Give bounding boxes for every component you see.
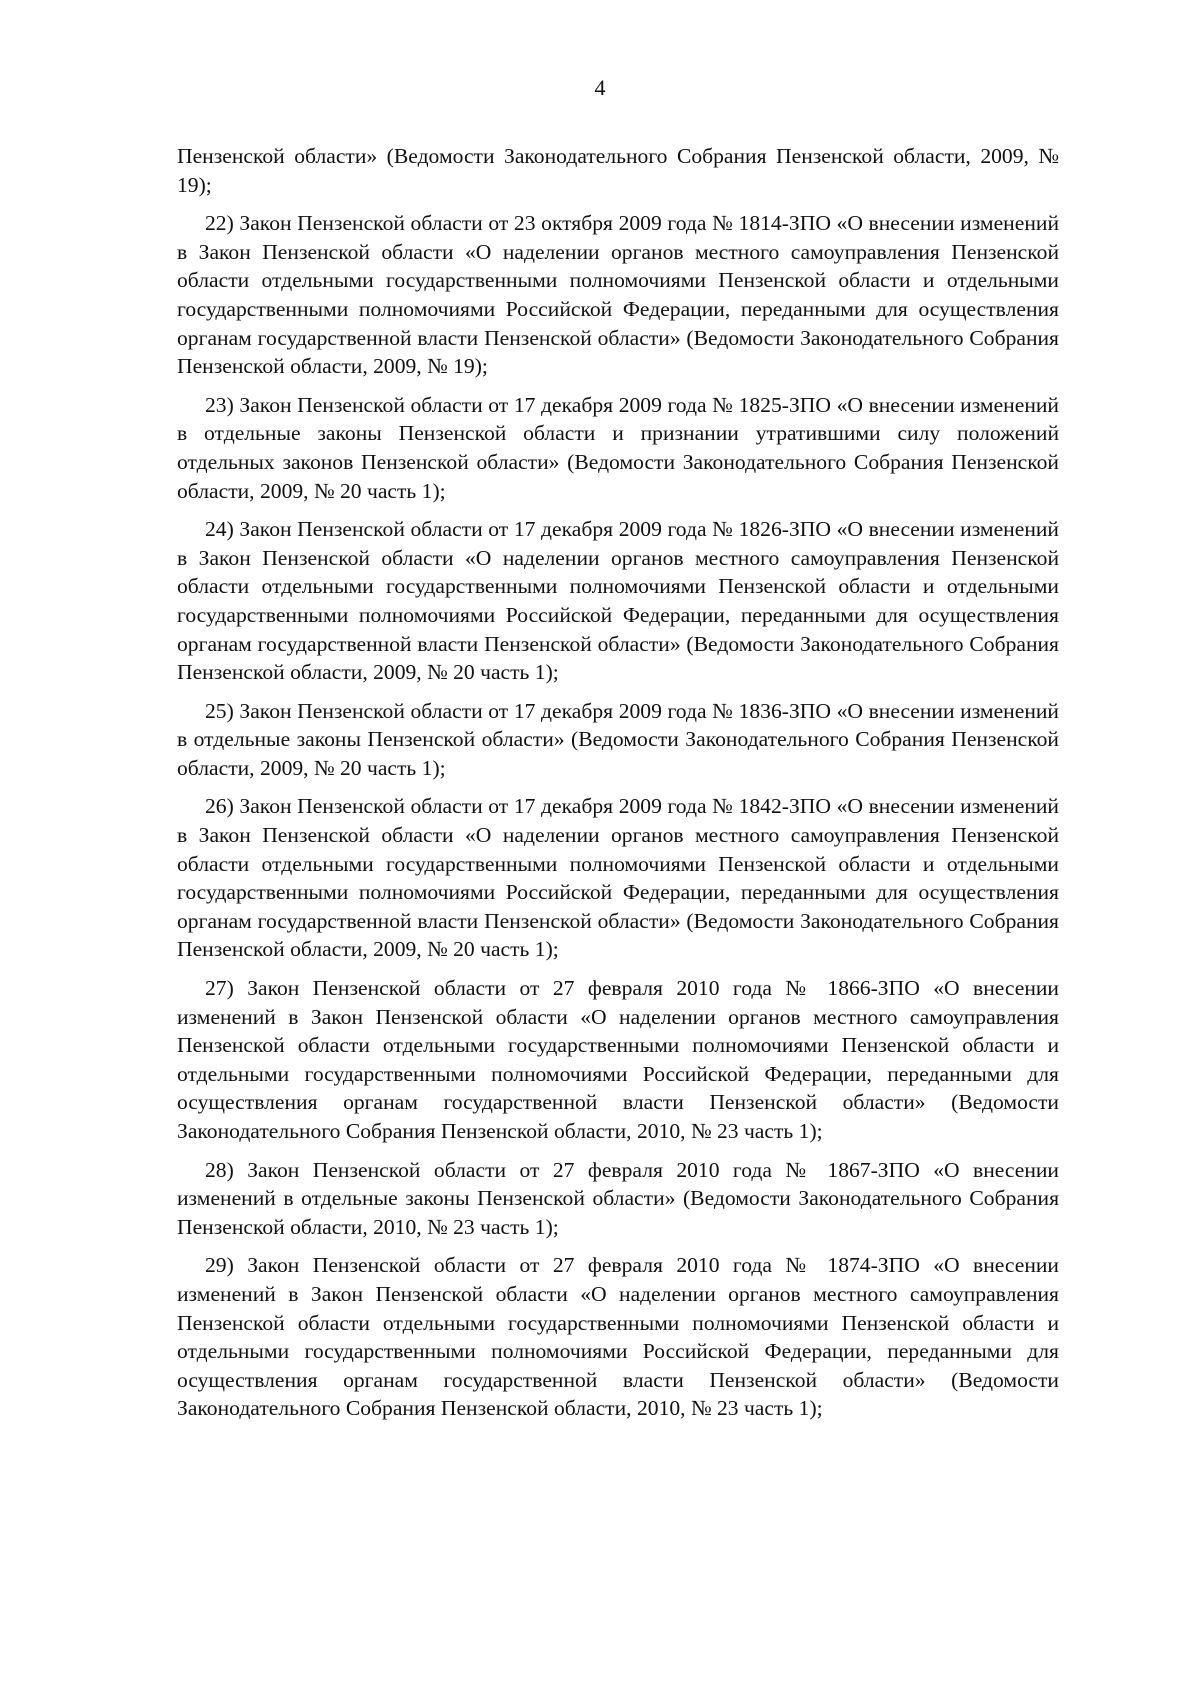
list-item-26: 26) Закон Пензенской области от 17 декабря 2009 года № 1842-ЗПО «О внесении изменений в Закон Пензенской области «О наделении органов местного самоуправления Пензенской области отдельными государственными полномочиями Пензенской области и отдельными государственными полномочиями Российской Федерации, переданными для осуществления органам государственной власти Пензенской области» (Ведомости Законодательного Собрания Пензенской области, 2009, № 20 часть 1); — [177, 794, 1059, 962]
list-item-29: 29) Закон Пензенской области от 27 февраля 2010 года № 1874-ЗПО «О внесении изменений в Закон Пензенской области «О наделении органов местного самоуправления Пензенской области отдельными государственными полномочиями Пензенской области и отдельными государственными полномочиями Российской Федерации, переданными для осуществления органам государственной власти Пензенской области» (Ведомости Законодательного Собрания Пензенской области, 2010, № 23 часть 1); — [177, 1253, 1059, 1421]
page-number: 4 — [594, 75, 606, 100]
list-item-28: 28) Закон Пензенской области от 27 февраля 2010 года № 1867-ЗПО «О внесении изменений в отдельные законы Пензенской области» (Ведомости Законодательного Собрания Пензенской области, 2010, № 23 часть 1); — [177, 1157, 1059, 1239]
document-body — [177, 142, 1059, 1423]
paragraph-continuation: Пензенской области» (Ведомости Законодательного Собрания Пензенской области, 2009, № 19); — [177, 144, 1059, 197]
list-item-25: 25) Закон Пензенской области от 17 декабря 2009 года № 1836-ЗПО «О внесении изменений в отдельные законы Пензенской области» (Ведомости Законодательного Собрания Пензенской области, 2009, № 20 часть 1); — [177, 698, 1059, 780]
list-item-22: 22) Закон Пензенской области от 23 октября 2009 года № 1814-ЗПО «О внесении изменений в Закон Пензенской области «О наделении органов местного самоуправления Пензенской области отдельными государственными полномочиями Пензенской области и отдельными государственными полномочиями Российской Федерации, переданными для осуществления органам государственной власти Пензенской области» (Ведомости Законодательного Собрания Пензенской области, 2009, № 19); — [177, 211, 1059, 379]
list-item-27: 27) Закон Пензенской области от 27 февраля 2010 года № 1866-ЗПО «О внесении изменений в Закон Пензенской области «О наделении органов местного самоуправления Пензенской области отдельными государственными полномочиями Пензенской области и отдельными государственными полномочиями Российской Федерации, переданными для осуществления органам государственной власти Пензенской области» (Ведомости Законодательного Собрания Пензенской области, 2010, № 23 часть 1); — [177, 976, 1059, 1143]
list-item-24: 24) Закон Пензенской области от 17 декабря 2009 года № 1826-ЗПО «О внесении изменений в Закон Пензенской области «О наделении органов местного самоуправления Пензенской области отдельными государственными полномочиями Пензенской области и отдельными государственными полномочиями Российской Федерации, переданными для осуществления органам государственной власти Пензенской области» (Ведомости Законодательного Собрания Пензенской области, 2009, № 20 часть 1); — [177, 517, 1059, 685]
list-item-23: 23) Закон Пензенской области от 17 декабря 2009 года № 1825-ЗПО «О внесении изменений в отдельные законы Пензенской области и признании утратившими силу положений отдельных законов Пензенской области» (Ведомости Законодательного Собрания Пензенской области, 2009, № 20 часть 1); — [177, 392, 1059, 503]
